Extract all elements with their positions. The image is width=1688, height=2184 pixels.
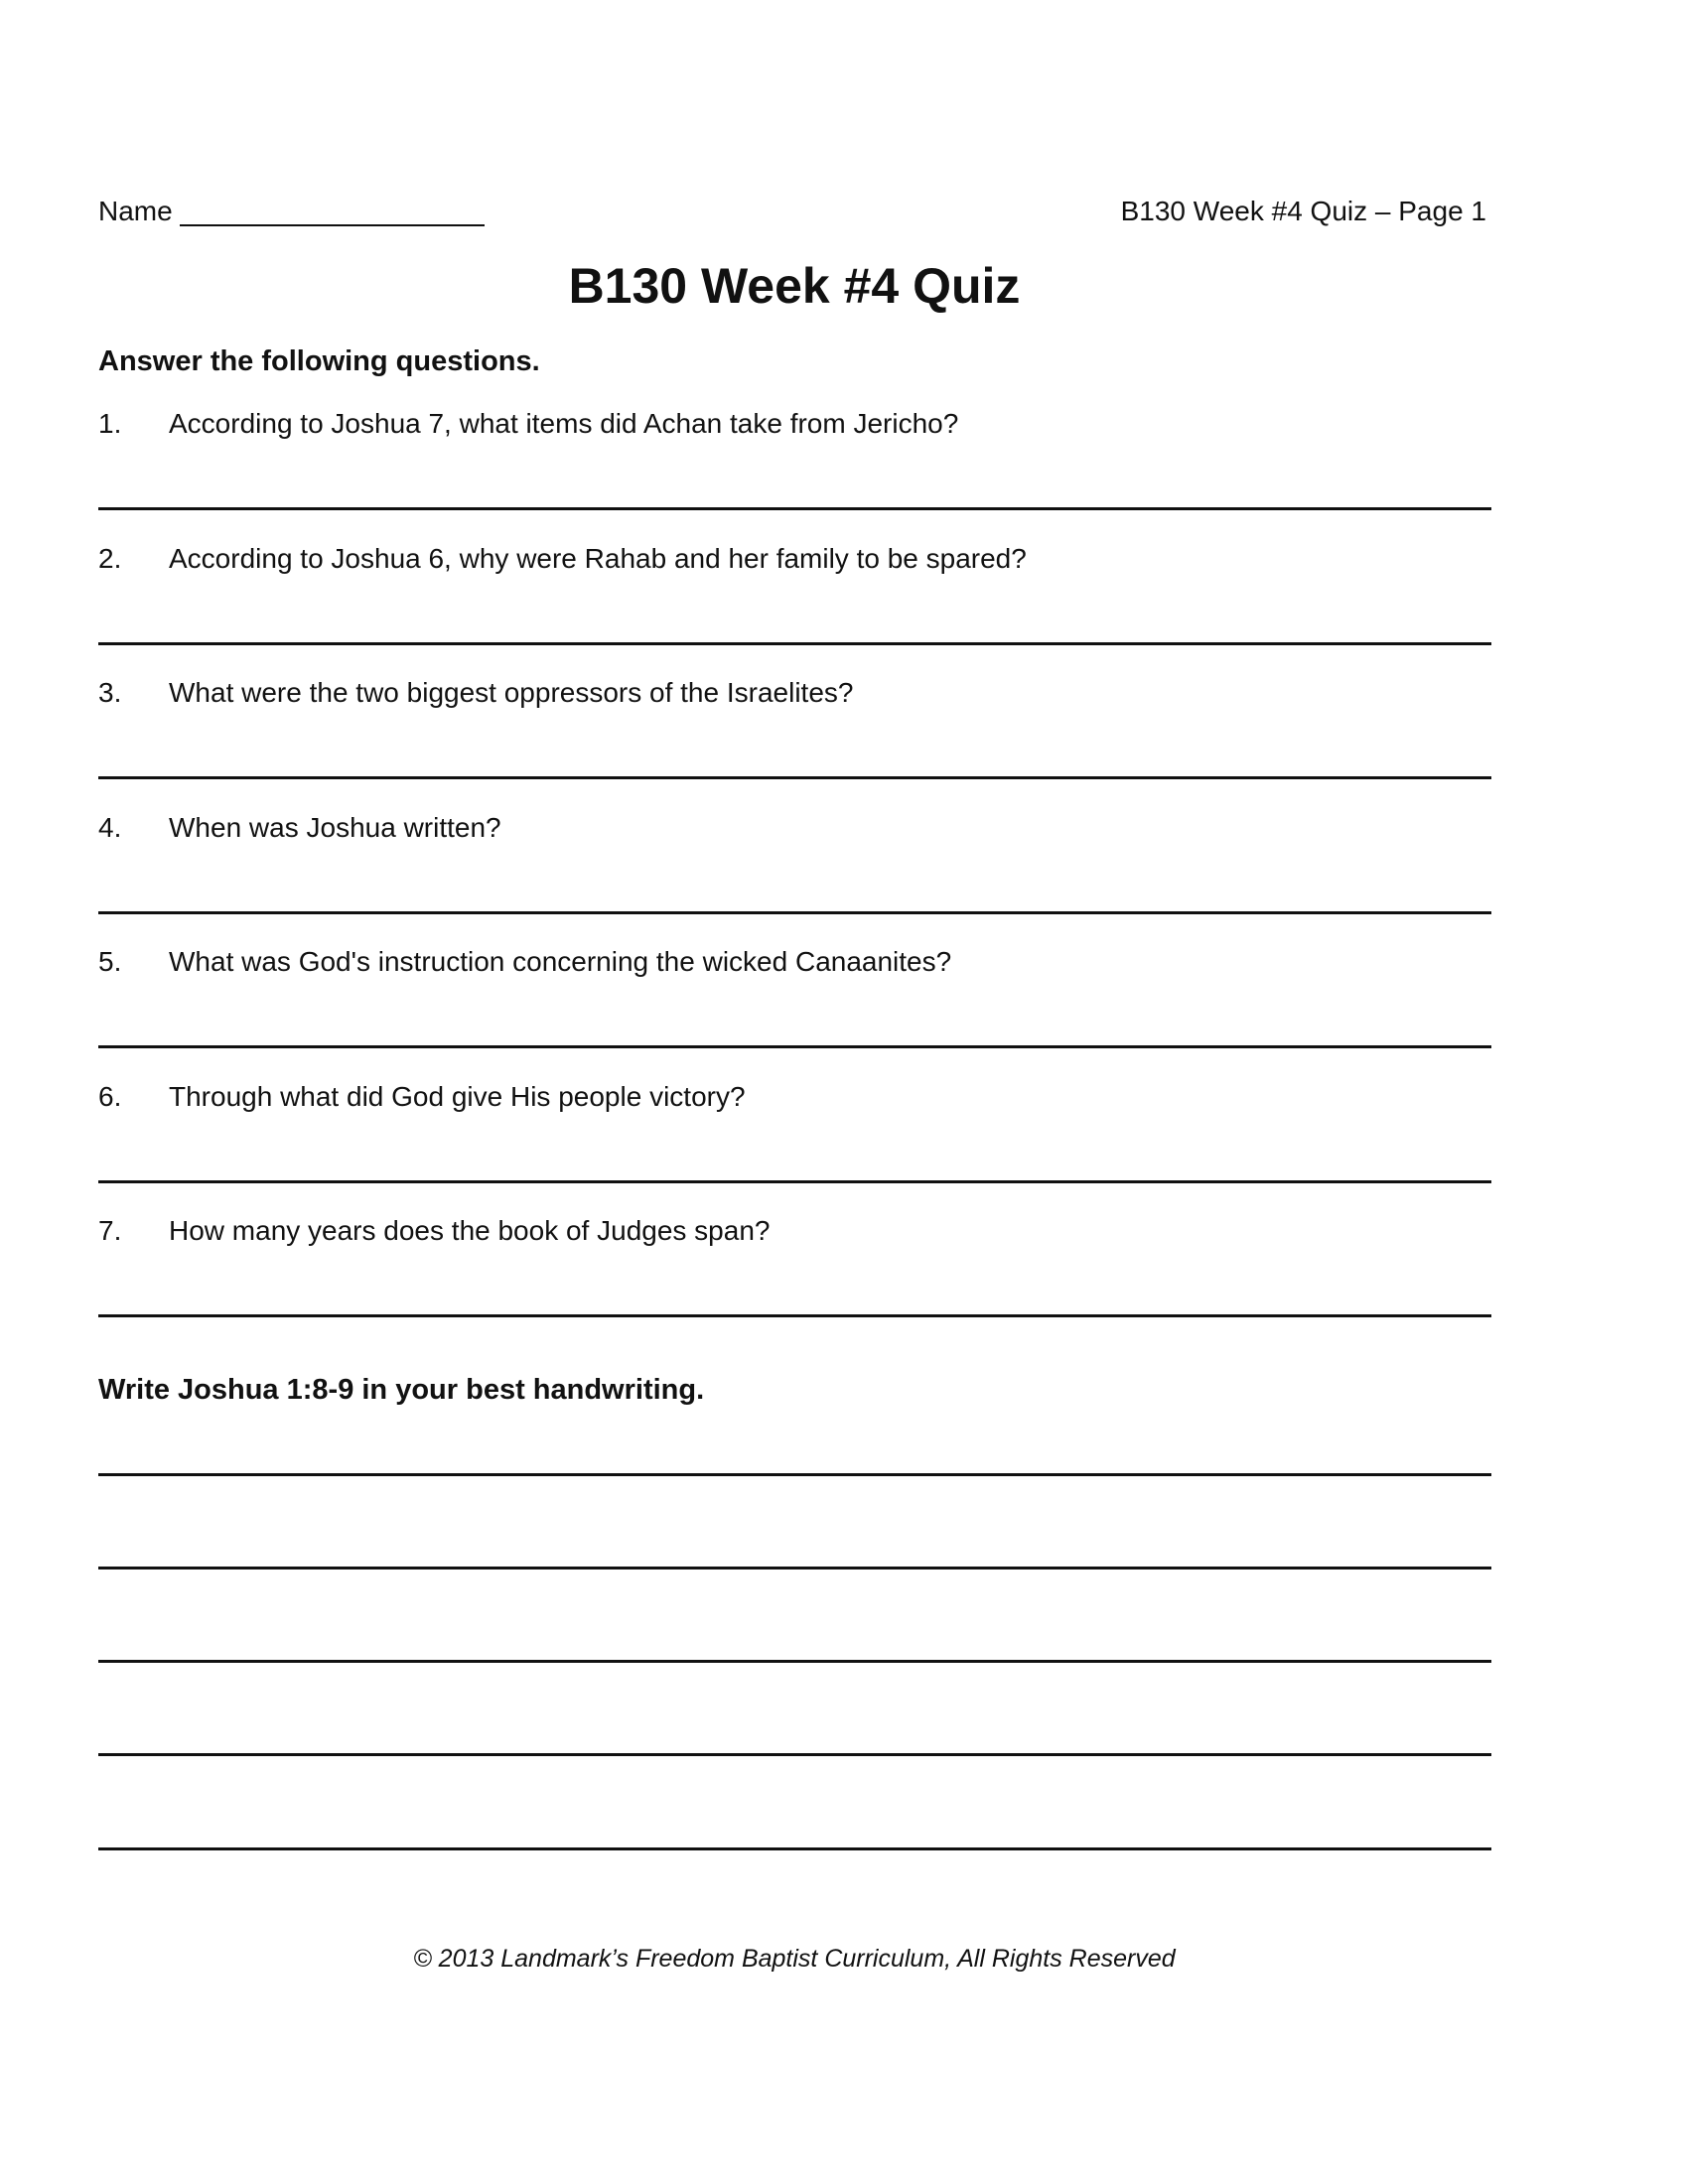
name-label: Name <box>98 196 173 226</box>
question-text: When was Joshua written? <box>169 812 501 843</box>
question-text: According to Joshua 6, why were Rahab and her family to be spared? <box>169 543 1027 574</box>
copyright-footer: © 2013 Landmark’s Freedom Baptist Curriculum, All Rights Reserved <box>413 1945 1176 1973</box>
answer-line[interactable] <box>98 642 1491 645</box>
question-number: 6. <box>98 1081 122 1112</box>
question-number: 4. <box>98 812 122 843</box>
answer-line[interactable] <box>98 911 1491 914</box>
question-number: 1. <box>98 408 122 439</box>
answer-line[interactable] <box>98 507 1491 510</box>
section-instruction-handwriting: Write Joshua 1:8-9 in your best handwriting. <box>98 1374 705 1406</box>
question-number: 5. <box>98 946 122 977</box>
question-text: According to Joshua 7, what items did Achan take from Jericho? <box>169 408 959 439</box>
quiz-title: B130 Week #4 Quiz <box>568 258 1021 314</box>
question-number: 3. <box>98 677 122 708</box>
question-text: What was God's instruction concerning the wicked Canaanites? <box>169 946 952 977</box>
question-text: What were the two biggest oppressors of the Israelites? <box>169 677 854 708</box>
handwriting-line[interactable] <box>98 1847 1491 1850</box>
question-number: 2. <box>98 543 122 574</box>
section-instruction-questions: Answer the following questions. <box>98 345 540 377</box>
question-text: Through what did God give His people victory? <box>169 1081 746 1112</box>
answer-line[interactable] <box>98 1045 1491 1048</box>
answer-line[interactable] <box>98 1314 1491 1317</box>
handwriting-line[interactable] <box>98 1660 1491 1663</box>
handwriting-line[interactable] <box>98 1753 1491 1756</box>
handwriting-line[interactable] <box>98 1567 1491 1570</box>
question-text: How many years does the book of Judges span? <box>169 1215 771 1246</box>
page-header-label: B130 Week #4 Quiz – Page 1 <box>1120 196 1486 226</box>
answer-line[interactable] <box>98 776 1491 779</box>
name-blank-line[interactable] <box>180 224 485 226</box>
handwriting-line[interactable] <box>98 1473 1491 1476</box>
question-number: 7. <box>98 1215 122 1246</box>
answer-line[interactable] <box>98 1180 1491 1183</box>
